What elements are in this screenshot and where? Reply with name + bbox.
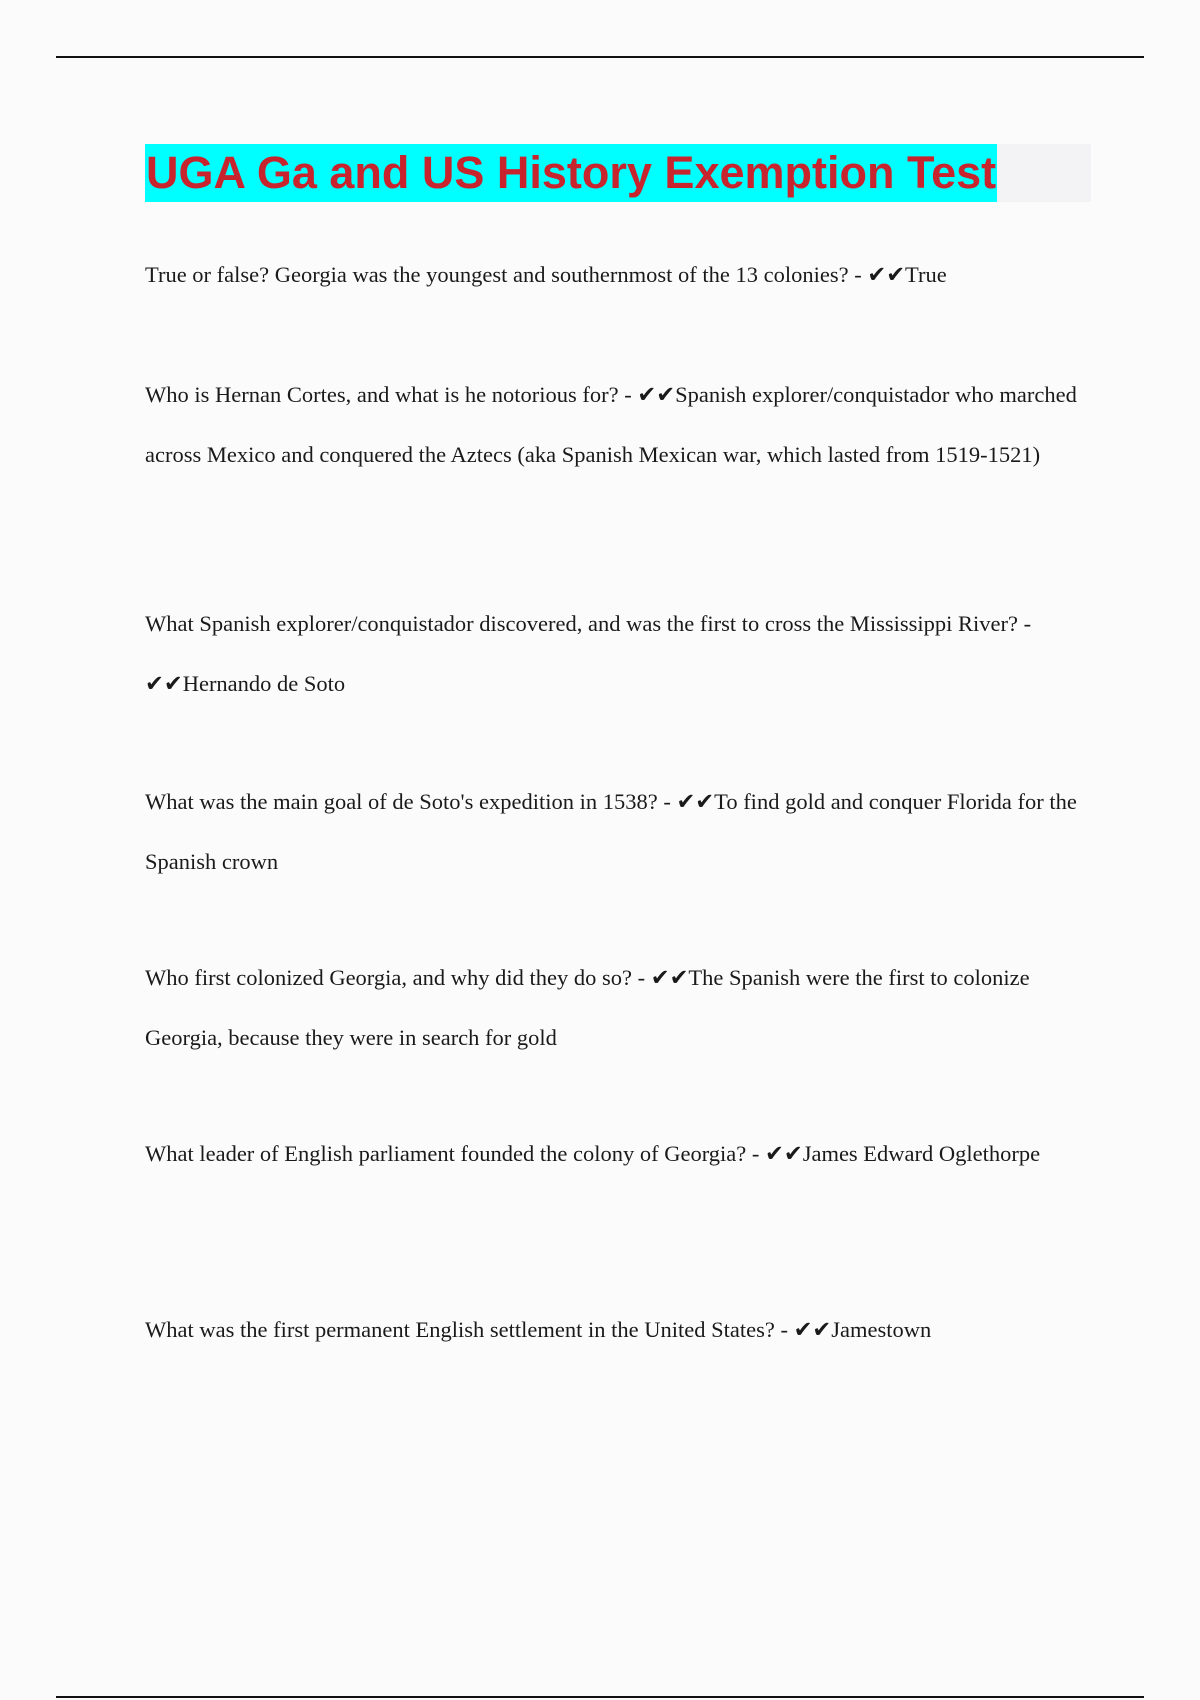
qa-item: What Spanish explorer/conquistador discovered, and was the first to cross the Mississippi River? - ✔✔Hernando de Soto [145, 611, 1032, 696]
qa-item: What was the first permanent English settlement in the United States? - ✔✔Jamestown [145, 1317, 932, 1342]
document-title: UGA Ga and US History Exemption Test [145, 144, 997, 202]
qa-item: True or false? Georgia was the youngest and southernmost of the 13 colonies? - ✔✔True [145, 262, 947, 287]
qa-item: What leader of English parliament founded the colony of Georgia? - ✔✔James Edward Oglethorpe [145, 1141, 1041, 1166]
qa-item: Who is Hernan Cortes, and what is he notorious for? - ✔✔Spanish explorer/conquistador who marched across Mexico and conquered the Aztecs (aka Spanish Mexican war, which lasted from 1519-1521) [145, 382, 1077, 467]
qa-item: What was the main goal of de Soto's expedition in 1538? - ✔✔To find gold and conquer Florida for the Spanish crown [145, 789, 1077, 874]
title-bar [145, 144, 1091, 202]
footer-rule [56, 1696, 1144, 1698]
qa-item: Who first colonized Georgia, and why did they do so? - ✔✔The Spanish were the first to colonize Georgia, because they were in search for gold [145, 965, 1030, 1050]
header-rule [56, 56, 1144, 58]
